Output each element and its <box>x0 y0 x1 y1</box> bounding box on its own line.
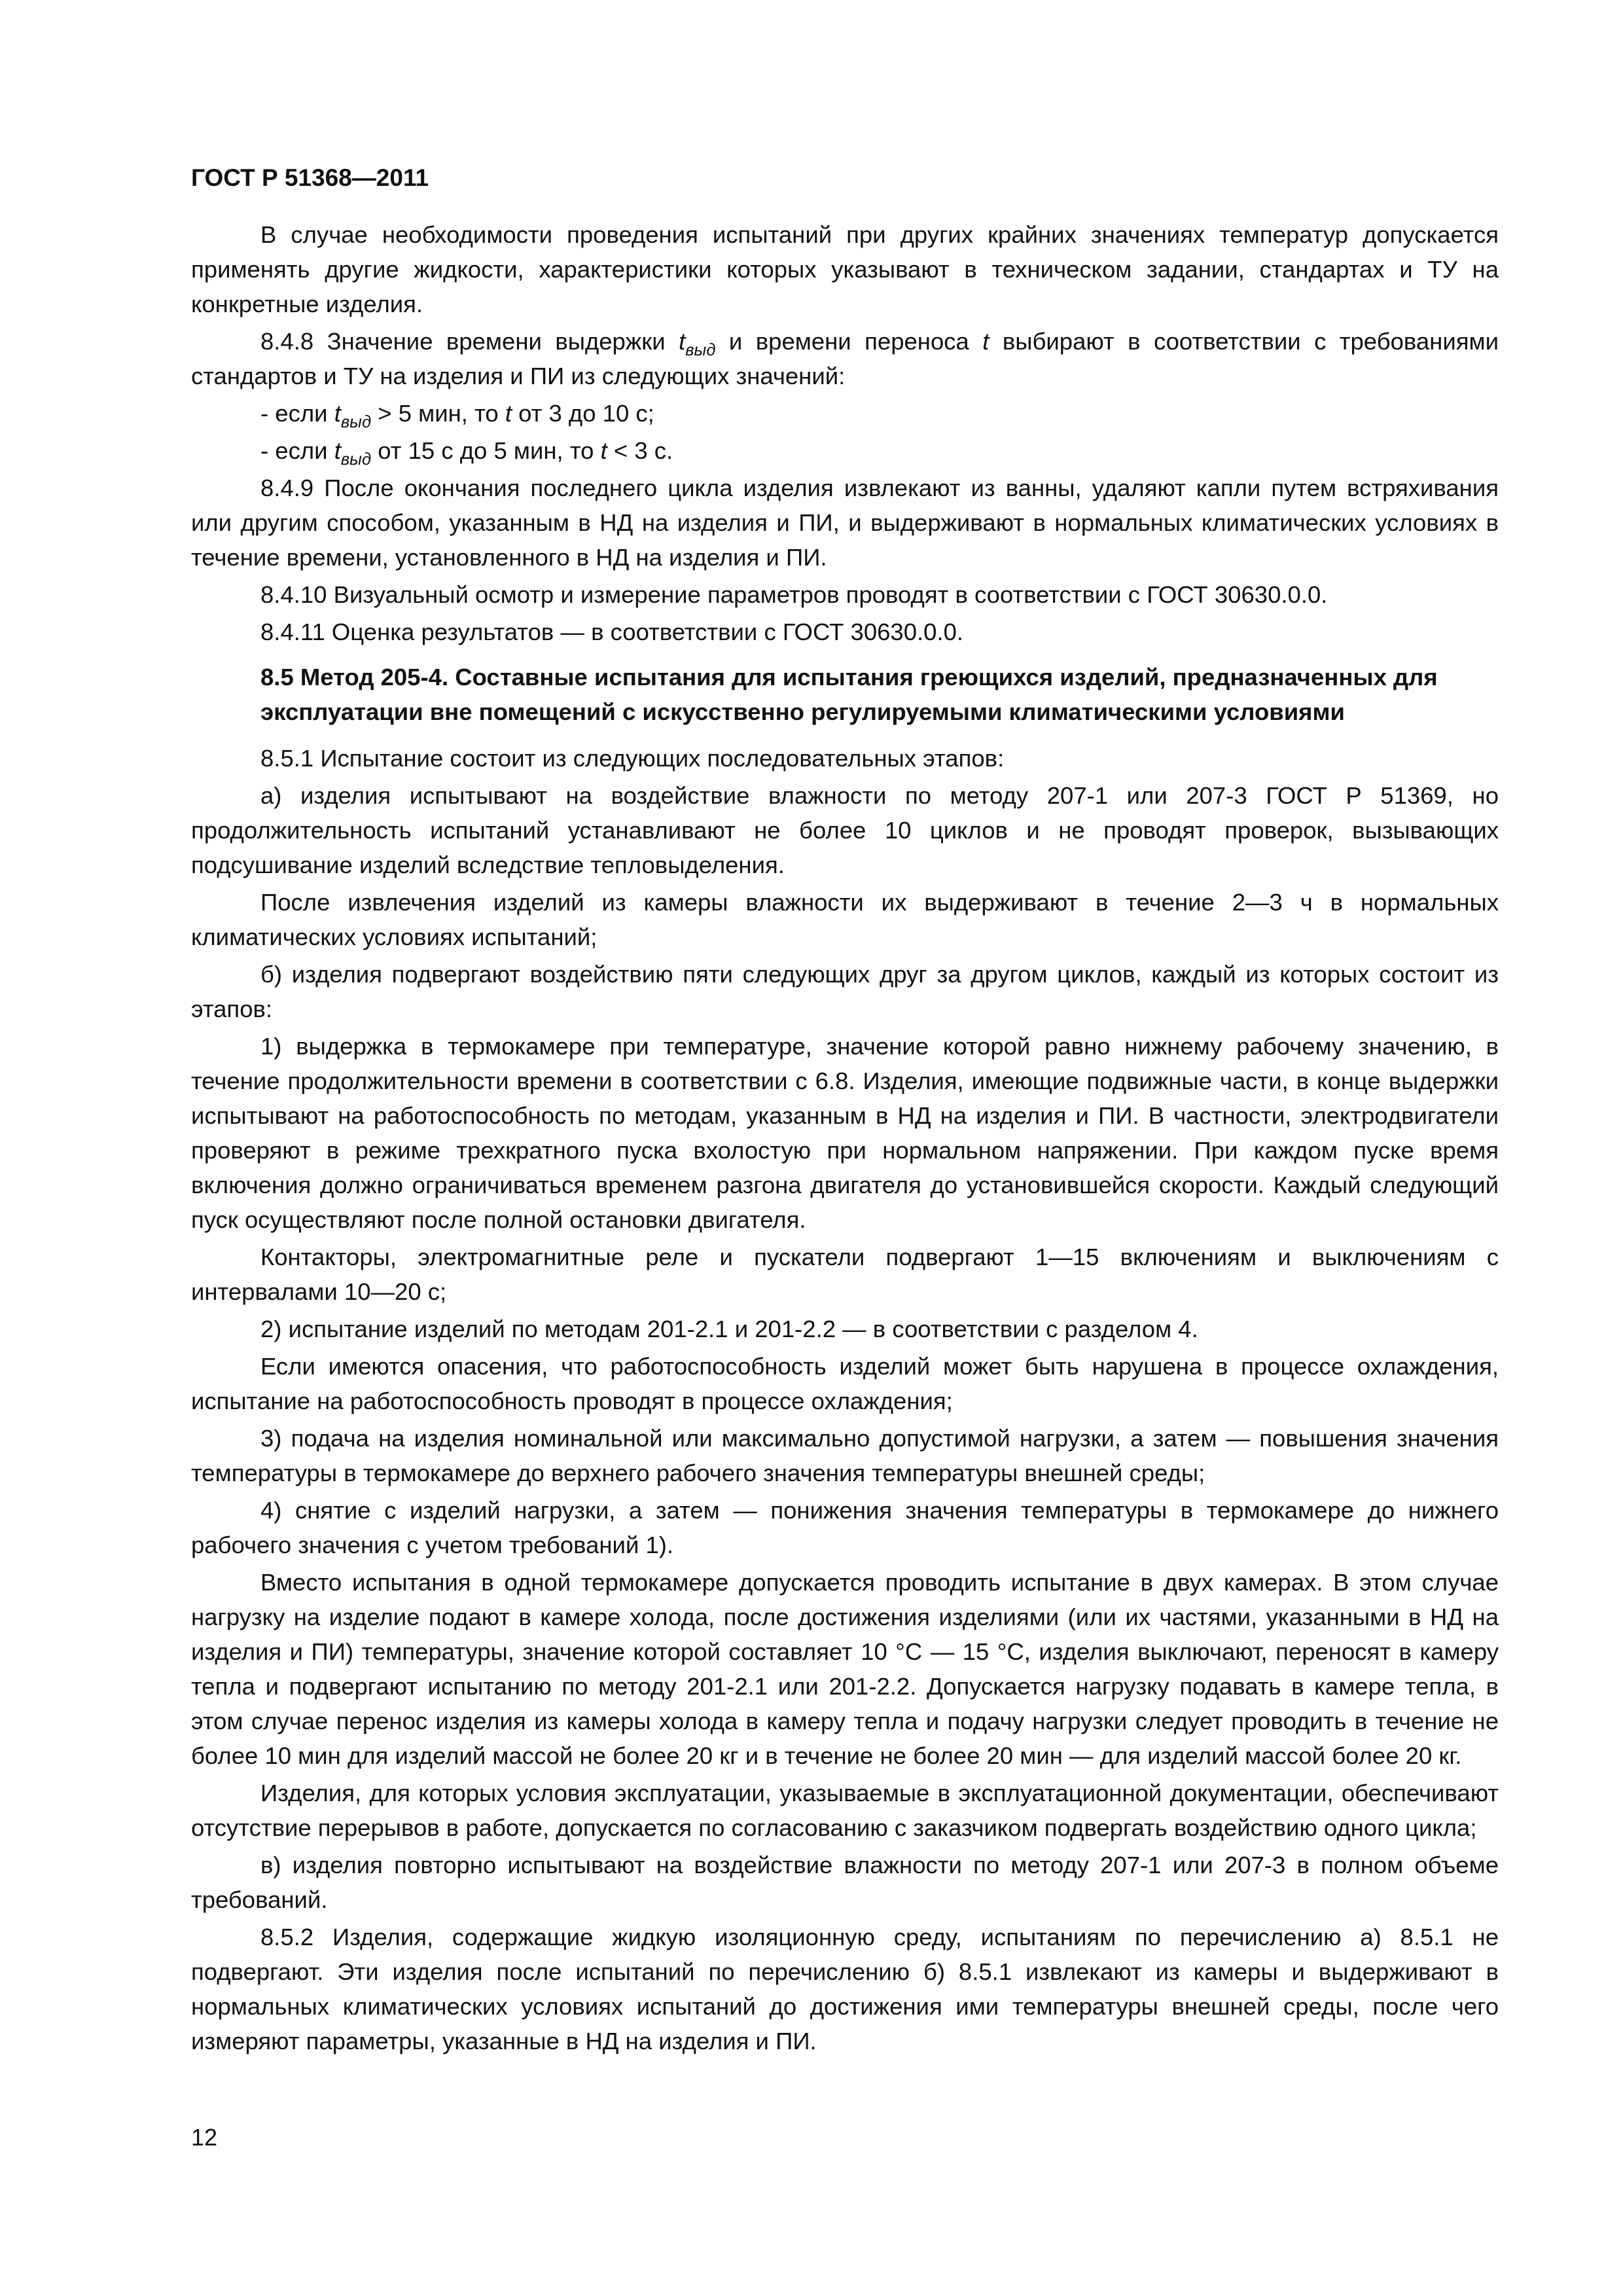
text-fragment: и времени переноса <box>715 328 983 355</box>
paragraph: Если имеются опасения, что работоспособность изделий может быть нарушена в процессе охлаждения, испытание на работоспособность проводят в процессе охлаждения; <box>191 1353 1499 1414</box>
subscript: выд <box>685 340 716 359</box>
text-fragment: - если <box>260 400 334 427</box>
paragraph-8-4-8 <box>191 324 1499 393</box>
text-fragment: от 3 до 10 с; <box>511 400 654 427</box>
paragraph: После извлечения изделий из камеры влажности их выдерживают в течение 2—3 ч в нормальных климатических условиях испытаний; <box>191 889 1499 950</box>
symbol-t: t <box>334 400 341 427</box>
list-item <box>191 433 1499 468</box>
text-fragment: > 5 мин, то <box>371 400 505 427</box>
list-item-3: 3) подача на изделия номинальной или максимально допустимой нагрузки, а затем — повышения значения температуры в термокамере до верхнего рабочего значения температуры внешней среды; <box>191 1425 1499 1486</box>
symbol-t: t <box>679 328 686 355</box>
paragraph: Изделия, для которых условия эксплуатации, указываемые в эксплуатационной документации, обеспечивают отсутствие перерывов в работе, допускается по согласованию с заказчиком подвергать воздействию одного цикла; <box>191 1780 1499 1841</box>
list-item-4: 4) снятие с изделий нагрузки, а затем — понижения значения температуры в термокамере до нижнего рабочего значения с учетом требований 1). <box>191 1497 1499 1558</box>
section-title-8-5: 8.5 Метод 205-4. Составные испытания для испытания греющихся изделий, предназначенных для эксплуатации вне помещений с искусственно регулируемыми климатическими условиями <box>260 664 1438 725</box>
symbol-t: t <box>334 437 341 464</box>
text-fragment: от 15 с до 5 мин, то <box>371 437 601 464</box>
paragraph: Вместо испытания в одной термокамере допускается проводить испытание в двух камерах. В этом случае нагрузку на изделие подают в камере холода, после достижения изделиями (или их частями, указанными в НД на изделия и ПИ) температуры, значение которой составляет 10 °С — 15 °С, изделия выключают, переносят в камеру тепла и подвергают испытанию по методу 201-2.1 или 201-2.2. Допускается нагрузку подавать в камере тепла, в этом случае перенос изделия из камеры холода в камеру тепла и подачу нагрузки следует проводить в течение не более 10 мин для изделий массой не более 20 кг и в течение не более 20 мин — для изделий массой более 20 кг. <box>191 1569 1499 1769</box>
paragraph-8-4-11: 8.4.11 Оценка результатов — в соответствии с ГОСТ 30630.0.0. <box>260 619 964 645</box>
symbol-t: t <box>982 328 990 355</box>
subscript: выд <box>340 412 372 431</box>
list-item-b: б) изделия подвергают воздействию пяти следующих друг за другом циклов, каждый из которых состоит из этапов: <box>191 961 1499 1022</box>
paragraph-8-5-1: 8.5.1 Испытание состоит из следующих последовательных этапов: <box>260 745 1005 772</box>
list-item-v: в) изделия повторно испытывают на воздействие влажности по методу 207-1 или 207-3 в полном объеме требований. <box>191 1852 1499 1913</box>
symbol-t: t <box>600 437 607 464</box>
paragraph: В случае необходимости проведения испытаний при других крайних значениях температур допускается применять другие жидкости, характеристики которых указывают в техническом задании, стандартах и ТУ на конкретные изделия. <box>191 221 1499 317</box>
subscript: выд <box>340 450 372 469</box>
document-page <box>191 164 1499 2061</box>
text-fragment: - если <box>260 437 334 464</box>
page-number: 12 <box>191 2124 218 2151</box>
paragraph-8-5-2: 8.5.2 Изделия, содержащие жидкую изоляционную среду, испытаниям по перечислению а) 8.5.1 не подвергают. Эти изделия после испытаний по перечислению б) 8.5.1 извлекают из камеры и выдерживают в нормальных климатических условиях испытаний до достижения ими температуры внешней среды, после чего измеряют параметры, указанные в НД на изделия и ПИ. <box>191 1924 1499 2054</box>
paragraph-8-4-9: 8.4.9 После окончания последнего цикла изделия извлекают из ванны, удаляют капли путем встряхивания или другим способом, указанным в НД на изделия и ПИ, и выдерживают в нормальных климатических условиях в течение времени, установленного в НД на изделия и ПИ. <box>191 475 1499 571</box>
paragraph-8-4-10: 8.4.10 Визуальный осмотр и измерение параметров проводят в соответствии с ГОСТ 30630.0.0. <box>260 581 1328 608</box>
text-fragment: < 3 с. <box>607 437 673 464</box>
list-item-2: 2) испытание изделий по методам 201-2.1 и 201-2.2 — в соответствии с разделом 4. <box>260 1316 1198 1342</box>
list-item-a: а) изделия испытывают на воздействие влажности по методу 207-1 или 207-3 ГОСТ Р 51369, но продолжительность испытаний устанавливают не более 10 циклов и не проводят проверок, вызывающих подсушивание изделий вследствие тепловыделения. <box>191 782 1499 878</box>
document-header: ГОСТ Р 51368—2011 <box>191 164 429 191</box>
paragraph: Контакторы, электромагнитные реле и пускатели подвергают 1—15 включениям и выключениям с интервалами 10—20 с; <box>191 1244 1499 1305</box>
list-item <box>191 396 1499 431</box>
text-fragment: выбирают в соответствии с требованиями стандартов и ТУ на изделия и ПИ из следующих значений: <box>191 328 1499 389</box>
text-fragment: 8.4.8 Значение времени выдержки <box>260 328 679 355</box>
list-item-1: 1) выдержка в термокамере при температуре, значение которой равно нижнему рабочему значению, в течение продолжительности времени в соответствии с 6.8. Изделия, имеющие подвижные части, в конце выдержки испытывают на работоспособность по методам, указанным в НД на изделия и ПИ. В частности, электродвигатели проверяют в режиме трехкратного пуска вхолостую при нормальном напряжении. При каждом пуске время включения должно ограничиваться временем разгона двигателя до установившейся скорости. Каждый следующий пуск осуществляют после полной остановки двигателя. <box>191 1033 1499 1233</box>
symbol-t: t <box>505 400 512 427</box>
